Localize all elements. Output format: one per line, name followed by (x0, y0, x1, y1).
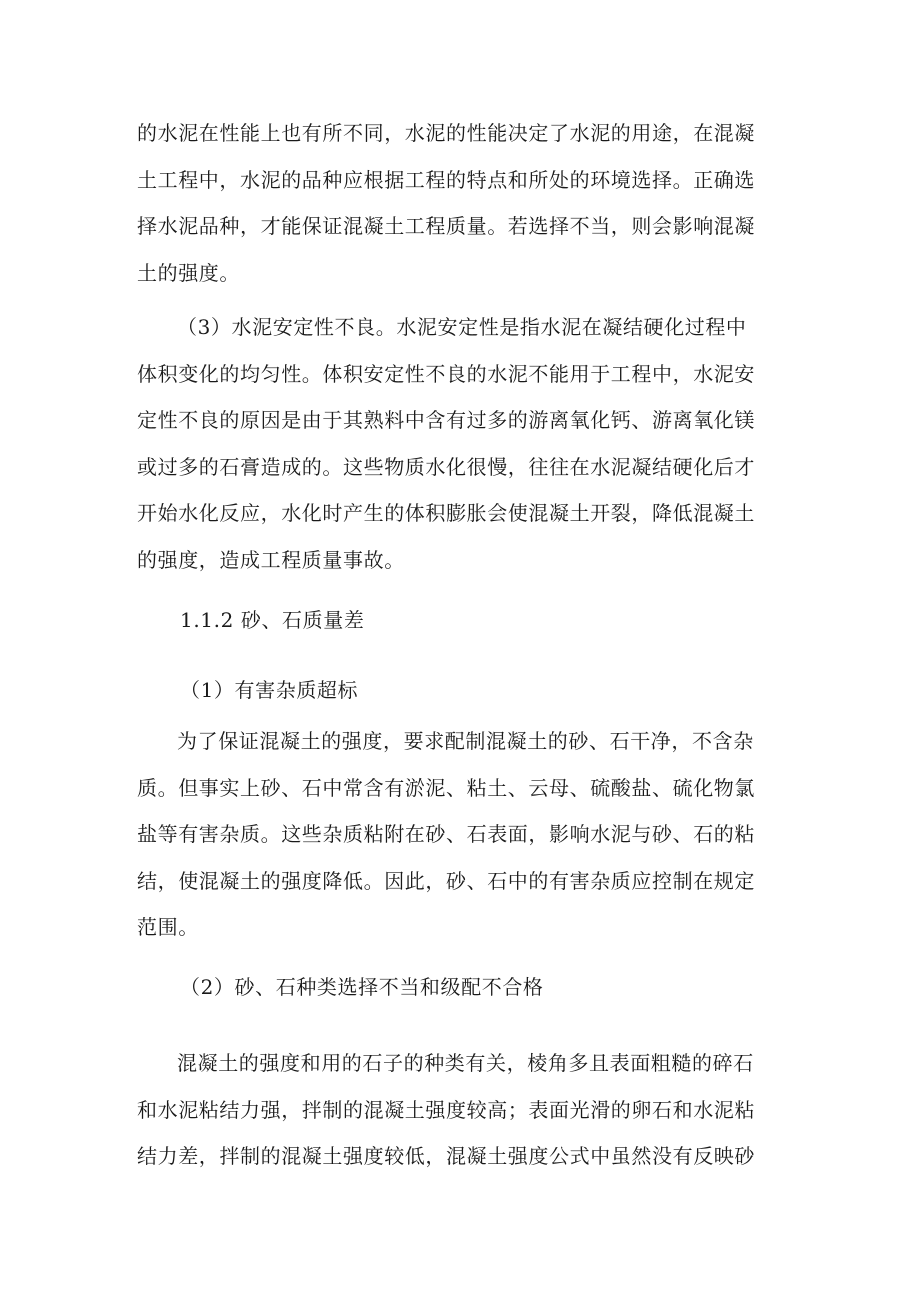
text-line: 盐等有害杂质。这些杂质粘附在砂、石表面，影响水泥与砂、石的粘 (137, 822, 755, 846)
text-line: 体积变化的均匀性。体积安定性不良的水泥不能用于工程中，水泥安 (137, 361, 755, 386)
text-line: 和水泥粘结力强，拌制的混凝土强度较高；表面光滑的卵石和水泥粘 (137, 1097, 755, 1122)
text-line: 结力差，拌制的混凝土强度较低，混凝土强度公式中虽然没有反映砂 (137, 1144, 755, 1168)
text-line: 土工程中，水泥的品种应根据工程的特点和所处的环境选择。正确选 (137, 167, 755, 192)
text-line: 范围。 (137, 915, 199, 939)
text-line: 开始水化反应，水化时产生的体积膨胀会使混凝土开裂，降低混凝土 (137, 501, 755, 525)
text-line: 或过多的石膏造成的。这些物质水化很慢，往往在水泥凝结硬化后才 (137, 454, 755, 479)
text-line: 择水泥品种，才能保证混凝土工程质量。若选择不当，则会影响混凝 (137, 214, 755, 238)
text-line: 的强度，造成工程质量事故。 (137, 547, 405, 572)
text-line: 质。但事实上砂、石中常含有淤泥、粘土、云母、硫酸盐、硫化物氯 (137, 775, 755, 800)
paragraph-cement-soundness (137, 304, 797, 583)
paragraph-harmful-impurities (137, 718, 797, 951)
subsection-heading: （2）砂、石种类选择不当和级配不合格 (180, 975, 544, 999)
text-line: 混凝土的强度和用的石子的种类有关，棱角多且表面粗糙的碎石 (177, 1051, 754, 1075)
text-line: 的水泥在性能上也有所不同，水泥的性能决定了水泥的用途，在混凝 (137, 121, 755, 145)
paragraph-aggregate-type (137, 1040, 797, 1180)
text-line: 土的强度。 (137, 260, 240, 285)
subsection-heading: （1）有害杂质超标 (180, 678, 359, 702)
text-line: （3）水泥安定性不良。水泥安定性是指水泥在凝结硬化过程中 (177, 315, 747, 339)
text-line: 定性不良的原因是由于其熟料中含有过多的游离氧化钙、游离氧化镁 (137, 408, 755, 432)
section-heading: 1.1.2 砂、石质量差 (180, 608, 365, 632)
text-line: 结，使混凝土的强度降低。因此，砂、石中的有害杂质应控制在规定 (137, 868, 755, 893)
paragraph-cement-varieties (137, 110, 797, 296)
text-line: 为了保证混凝土的强度，要求配制混凝土的砂、石干净，不含杂 (177, 729, 754, 753)
